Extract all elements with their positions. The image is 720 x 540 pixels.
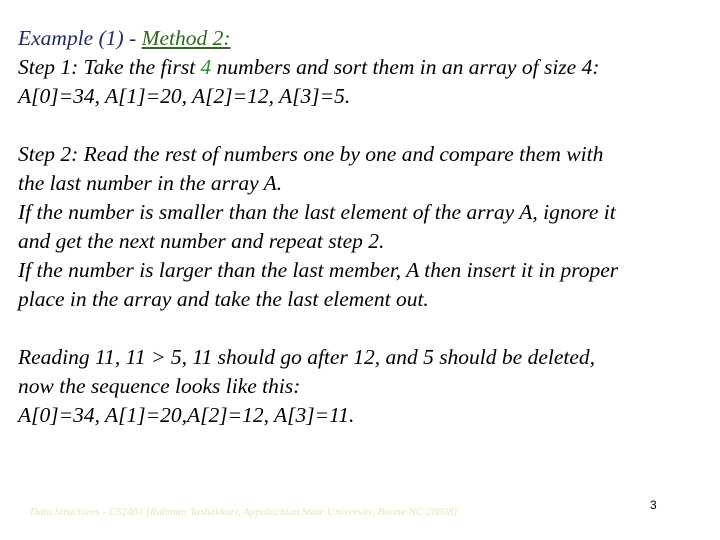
reading-line: A[0]=34, A[1]=20,A[2]=12, A[3]=11. bbox=[18, 403, 355, 427]
spacer bbox=[18, 314, 708, 343]
slide-body bbox=[18, 24, 708, 430]
step1-highlight-number: 4 bbox=[200, 55, 212, 79]
title-method-label: Method 2: bbox=[141, 26, 231, 50]
step1-line bbox=[18, 53, 708, 82]
step2-line: If the number is smaller than the last element of the array A, ignore it bbox=[18, 200, 616, 224]
spacer bbox=[18, 111, 708, 140]
step2-line: and get the next number and repeat step 2. bbox=[18, 229, 385, 253]
step2-line: If the number is larger than the last member, A then insert it in proper bbox=[18, 258, 619, 282]
reading-line: now the sequence looks like this: bbox=[18, 374, 301, 398]
title-example-label: Example (1) - bbox=[18, 26, 142, 50]
slide-title bbox=[18, 24, 708, 53]
page-number: 3 bbox=[650, 498, 657, 512]
step1-values: A[0]=34, A[1]=20, A[2]=12, A[3]=5. bbox=[18, 84, 351, 108]
step2-line: the last number in the array A. bbox=[18, 171, 283, 195]
step1-prefix: Step 1: Take the first bbox=[18, 55, 201, 79]
step2-line: Step 2: Read the rest of numbers one by one and compare them with bbox=[18, 142, 604, 166]
step2-line: place in the array and take the last element out. bbox=[18, 287, 429, 311]
step1-suffix: numbers and sort them in an array of size 4: bbox=[211, 55, 600, 79]
reading-line: Reading 11, 11 > 5, 11 should go after 12, and 5 should be deleted, bbox=[18, 345, 596, 369]
slide-footer: Data Structures - CS2401 (Rahman Tashakkori, Appalachian State University, Boone NC 28608) bbox=[30, 506, 458, 518]
